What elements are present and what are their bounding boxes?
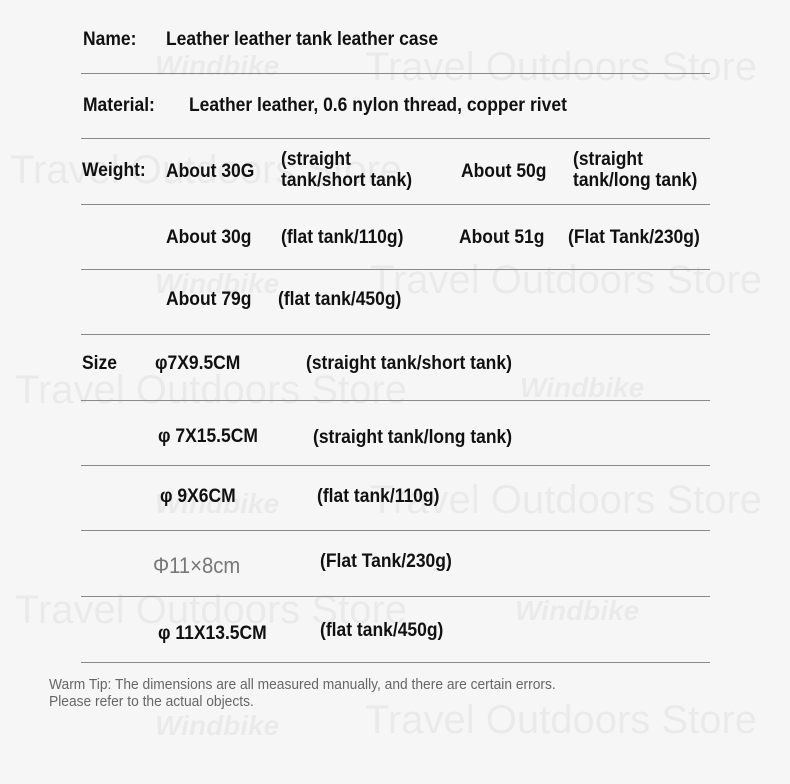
weight-type: (flat tank/450g) (278, 289, 402, 310)
material-label: Material: (83, 95, 155, 116)
weight-type: (straight tank/short tank) (281, 149, 413, 191)
weight-type: (flat tank/110g) (281, 227, 404, 248)
divider (81, 138, 710, 139)
weight-value: About 30g (166, 227, 252, 248)
weight-type: (Flat Tank/230g) (568, 227, 700, 248)
divider (81, 465, 710, 466)
divider (81, 204, 710, 205)
watermark-brand (155, 710, 279, 742)
size-dim: φ 7X15.5CM (158, 426, 258, 447)
size-type: (Flat Tank/230g) (320, 551, 452, 572)
size-type: (flat tank/450g) (320, 620, 444, 641)
name-label: Name: (83, 29, 137, 50)
divider (81, 269, 710, 270)
divider (81, 596, 710, 597)
watermark-store (370, 258, 762, 303)
divider (81, 73, 710, 74)
material-value: Leather leather, 0.6 nylon thread, copper rivet (189, 95, 567, 116)
watermark-brand (155, 50, 279, 82)
divider (81, 530, 710, 531)
weight-value: About 30G (166, 161, 255, 182)
weight-type: (straight tank/long tank) (573, 149, 698, 191)
weight-value: About 50g (461, 161, 547, 182)
warm-tip (49, 676, 556, 710)
weight-value: About 79g (166, 289, 252, 310)
size-label: Size (82, 353, 117, 374)
divider (81, 400, 710, 401)
warm-tip-line: Warm Tip: The dimensions are all measured manually, and there are certain errors. (49, 676, 556, 693)
size-type: (straight tank/long tank) (313, 427, 513, 448)
watermark-store (365, 45, 757, 90)
weight-value: About 51g (459, 227, 545, 248)
size-type: (straight tank/short tank) (306, 353, 512, 374)
divider (81, 662, 710, 663)
size-dim: Φ11×8cm (153, 553, 241, 578)
weight-label: Weight: (82, 160, 146, 181)
size-dim: φ7X9.5CM (155, 353, 241, 374)
warm-tip-line: Please refer to the actual objects. (49, 693, 254, 710)
size-type: (flat tank/110g) (317, 486, 440, 507)
size-dim: φ 11X13.5CM (158, 623, 267, 644)
watermark-brand (515, 595, 639, 627)
name-value: Leather leather tank leather case (166, 29, 439, 50)
size-dim: φ 9X6CM (160, 486, 236, 507)
divider (81, 334, 710, 335)
